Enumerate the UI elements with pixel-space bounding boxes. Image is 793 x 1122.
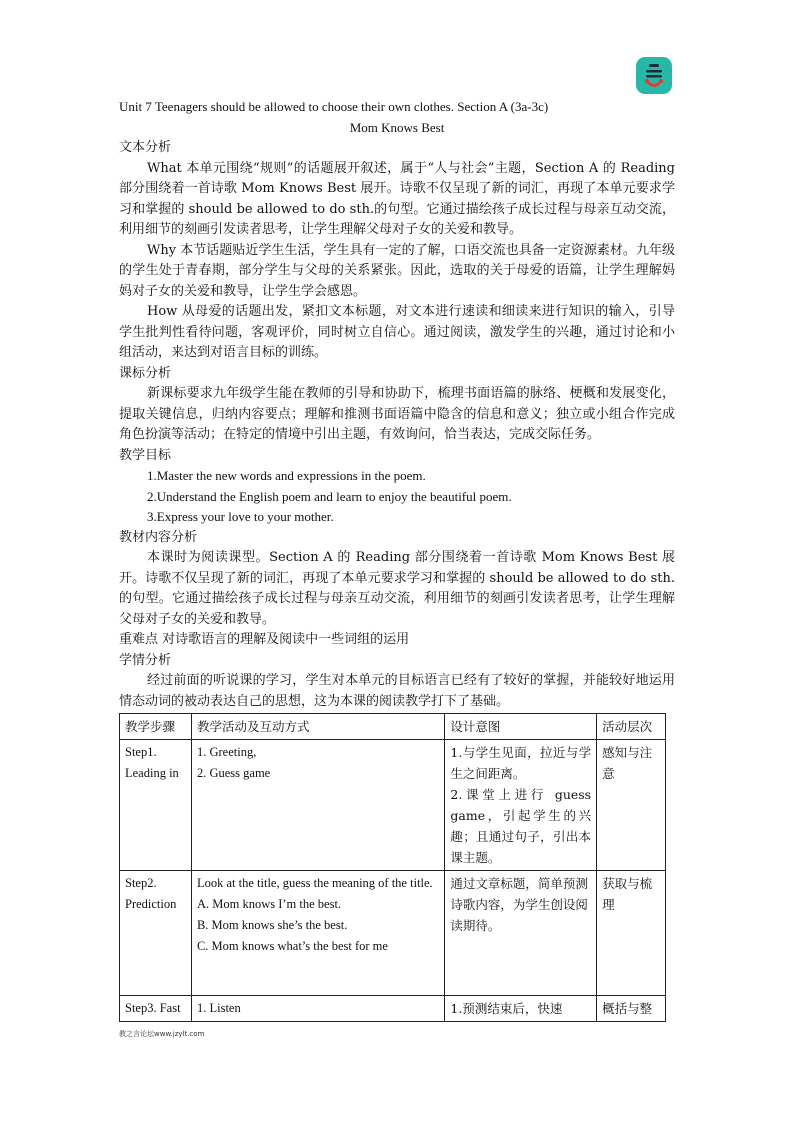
- paragraph-how: How 从母爱的话题出发，紧扣文本标题，对文本进行速读和细读来进行知识的输入，引导学生批判性看待问题，客观评价，同时树立自信心。通过阅读，激发学生的兴趣，通过讨论和小组活动，来达到对语言目标的训练。: [119, 304, 675, 360]
- brand-logo: [636, 57, 672, 94]
- table-row: [120, 740, 666, 871]
- document-body: [119, 97, 675, 1022]
- paragraph-learner: 经过前面的听说课的学习，学生对本单元的目标语言已经有了较好的掌握，并能较好地运用情态动词的被动表达自己的思想，这为本课的阅读教学打下了基础。: [119, 673, 675, 709]
- step-label: Prediction: [125, 897, 177, 911]
- paragraph-why: Why 本节话题贴近学生生活，学生具有一定的了解，口语交流也具备一定资源素材。九年级的学生处于青春期，部分学生与父母的关系紧张。因此，选取的关于母爱的语篇，让学生理解妈妈对子女的关爱和教导，让学生学会感恩。: [119, 242, 675, 299]
- section-heading-learner: 学情分析: [119, 652, 172, 668]
- teaching-steps-table: [119, 713, 666, 1022]
- intent-line: 1.与学生见面，拉近与学生之间距离。: [450, 745, 592, 781]
- paragraph-curriculum: 新课标要求九年级学生能在教师的引导和协助下，梳理书面语篇的脉络、梗概和发展变化，提取关键信息，归纳内容要点；理解和推测书面语篇中隐含的信息和意义；独立或小组合作完成角色扮演等活动；在特定的情境中引出主题，有效询问，恰当表达，完成交际任务。: [119, 386, 675, 442]
- table-header-cell: 教学活动及互动方式: [191, 714, 444, 740]
- document-subtitle: Mom Knows Best: [349, 119, 445, 135]
- activity-line: C. Mom knows what’s the best for me: [196, 939, 388, 953]
- intent-cell: [445, 996, 597, 1022]
- paragraph-material: 本课时为阅读课型。Section A 的 Reading 部分围绕着一首诗歌 Mom Knows Best 展开。诗歌不仅呈现了新的词汇，再现了本单元要求学习和掌握的 should be allowed to do sth. 的句型。它通过描绘孩子成长过程与母亲互动交流，利用细节的刻画引发读者思考，让学生理解父母对子女的关爱和教导。: [119, 550, 675, 627]
- step-cell: [120, 740, 192, 871]
- section-heading-curriculum: 课标分析: [119, 365, 172, 381]
- objective-item: 1.Master the new words and expressions in the poem.: [147, 468, 426, 483]
- page-footer: 教之言论坛www.jzylt.com: [119, 1030, 205, 1038]
- activity-line: 1. Listen: [196, 1001, 241, 1015]
- table-header-cell: 设计意图: [445, 714, 597, 740]
- section-heading-objectives: 教学目标: [119, 447, 172, 463]
- intent-line: 2.课堂上进行 guess game，引起学生的兴趣；且通过句子，引出本课主题。: [450, 787, 592, 865]
- key-difficult-points: 重难点 对诗歌语言的理解及阅读中一些词组的运用: [119, 632, 410, 647]
- table-row: [120, 996, 666, 1022]
- intent-cell: [445, 871, 597, 996]
- table-header-cell: 教学步骤: [120, 714, 192, 740]
- step-cell: [120, 996, 192, 1022]
- intent-line: 通过文章标题，简单预测诗歌内容，为学生创设阅读期待。: [450, 876, 588, 933]
- paragraph-what: What 本单元围绕“规则”的话题展开叙述，属于“人与社会”主题，Section A 的 Reading 部分围绕着一首诗歌 Mom Knows Best 展开。诗歌不仅呈现了新的词汇，再现了本单元要求学习和掌握的 should be allowed to do sth.的句型。它通过描绘孩子成长过程与母亲互动交流，利用细节的刻画引发读者思考，让学生理解父母对子女的关爱和教导。: [119, 160, 675, 237]
- activity-cell: [191, 871, 444, 996]
- activity-line: A. Mom knows I’m the best.: [196, 897, 342, 911]
- table-header-cell: 活动层次: [597, 714, 666, 740]
- objective-item: 2.Understand the English poem and learn to enjoy the beautiful poem.: [147, 488, 512, 504]
- activity-line: B. Mom knows she’s the best.: [196, 918, 348, 932]
- level-cell: 感知与注意: [597, 740, 666, 871]
- activity-cell: [191, 740, 444, 871]
- level-cell: 概括与整: [597, 996, 666, 1022]
- activity-line: 1. Greeting,: [196, 745, 257, 759]
- step-label: Step2.: [125, 876, 157, 890]
- step-label: Step1.: [125, 745, 157, 759]
- step-label: Step3. Fast: [125, 1001, 181, 1015]
- table-header-row: [120, 714, 666, 740]
- activity-line: Look at the title, guess the meaning of the title.: [196, 876, 433, 890]
- step-cell: [120, 871, 192, 996]
- section-heading-text-analysis: 文本分析: [119, 140, 172, 155]
- table-row: [120, 871, 666, 996]
- intent-cell: [445, 740, 597, 871]
- objective-item: 3.Express your love to your mother.: [147, 509, 334, 524]
- level-cell: 获取与梳理: [597, 871, 666, 996]
- activity-cell: [191, 996, 444, 1022]
- step-label: Leading in: [125, 766, 179, 780]
- document-title: Unit 7 Teenagers should be allowed to choose their own clothes. Section A (3a-3c): [119, 99, 549, 114]
- activity-line: 2. Guess game: [196, 766, 271, 780]
- intent-line: 1.预测结束后，快速: [450, 1001, 563, 1016]
- section-heading-material: 教材内容分析: [119, 529, 198, 545]
